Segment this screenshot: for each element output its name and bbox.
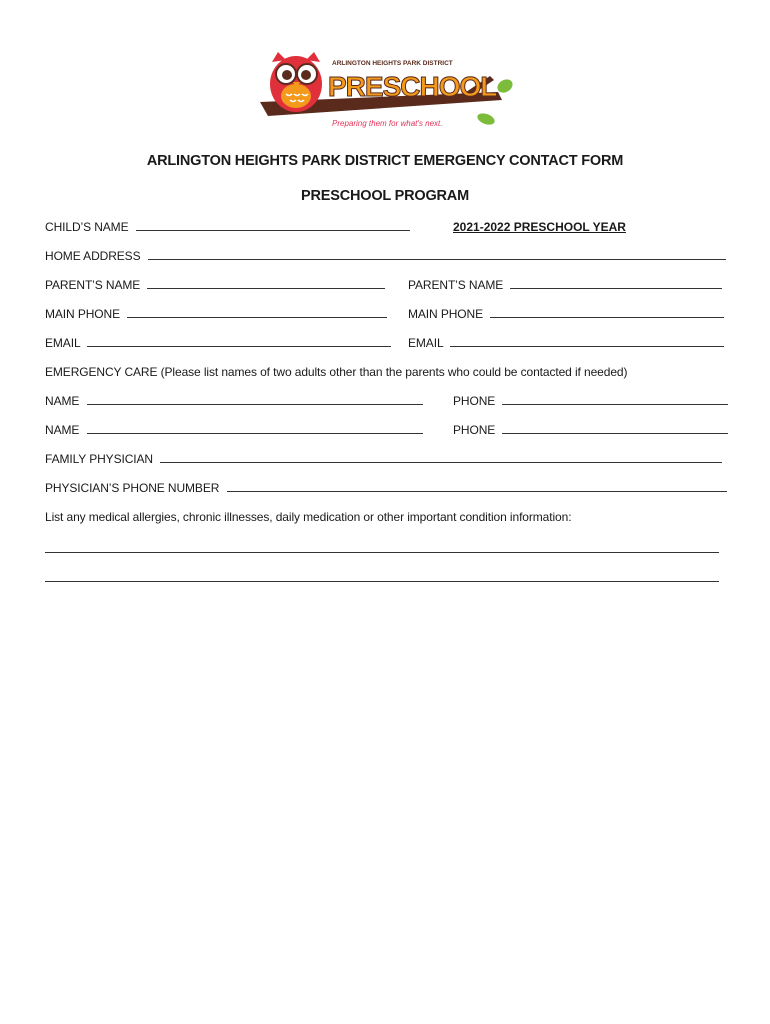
email-row-2 [408,336,724,350]
main-phone-label: MAIN PHONE [408,307,484,321]
logo-org-text: ARLINGTON HEIGHTS PARK DISTRICT [332,60,453,67]
preschool-logo [258,50,520,134]
physician-phone-field[interactable] [227,481,727,492]
emergency-phone-field[interactable] [502,423,728,434]
main-phone-row-2 [408,307,724,321]
emergency-care-text: EMERGENCY CARE (Please list names of two adults other than the parents who could be contacted if needed) [45,365,628,379]
parent-name-row-1 [45,278,385,292]
medical-info-field-1[interactable] [45,542,719,553]
parent-name-label: PARENT’S NAME [45,278,141,292]
emergency-phone-row-1 [453,394,728,408]
family-physician-label: FAMILY PHYSICIAN [45,452,153,466]
childs-name-field[interactable] [136,220,410,231]
physician-phone-label: PHYSICIAN’S PHONE NUMBER [45,481,220,495]
form-subtitle: PRESCHOOL PROGRAM [301,188,469,204]
parent-name-label: PARENT’S NAME [408,278,504,292]
school-year: 2021-2022 PRESCHOOL YEAR [453,220,626,234]
family-physician-field[interactable] [160,452,722,463]
emergency-name-row-1 [45,394,423,408]
emergency-phone-field[interactable] [502,394,728,405]
logo-tagline: Preparing them for what's next. [332,119,443,128]
parent-name-field[interactable] [147,278,385,289]
home-address-row [45,249,726,263]
main-phone-field[interactable] [127,307,387,318]
parent-name-row-2 [408,278,722,292]
emergency-phone-row-2 [453,423,728,437]
name-label: NAME [45,423,80,437]
emergency-name-field[interactable] [87,394,423,405]
email-row-1 [45,336,391,350]
childs-name-row [45,220,410,234]
email-field[interactable] [87,336,391,347]
main-phone-label: MAIN PHONE [45,307,121,321]
email-label: EMAIL [45,336,81,350]
medical-info-line-1 [45,542,719,556]
childs-name-label: CHILD’S NAME [45,220,129,234]
emergency-name-row-2 [45,423,423,437]
parent-name-field[interactable] [510,278,722,289]
medical-info-text: List any medical allergies, chronic illnesses, daily medication or other important condition information: [45,510,572,524]
logo-brand-text: PRESCHOOL [328,71,497,102]
phone-label: PHONE [453,423,496,437]
name-label: NAME [45,394,80,408]
main-phone-field[interactable] [490,307,724,318]
family-physician-row [45,452,722,466]
email-field[interactable] [450,336,724,347]
main-phone-row-1 [45,307,387,321]
physician-phone-row [45,481,727,495]
medical-info-field-2[interactable] [45,571,719,582]
home-address-label: HOME ADDRESS [45,249,141,263]
form-title: ARLINGTON HEIGHTS PARK DISTRICT EMERGENCY CONTACT FORM [146,153,624,169]
email-label: EMAIL [408,336,444,350]
home-address-field[interactable] [148,249,726,260]
phone-label: PHONE [453,394,496,408]
emergency-name-field[interactable] [87,423,423,434]
medical-info-line-2 [45,571,719,585]
